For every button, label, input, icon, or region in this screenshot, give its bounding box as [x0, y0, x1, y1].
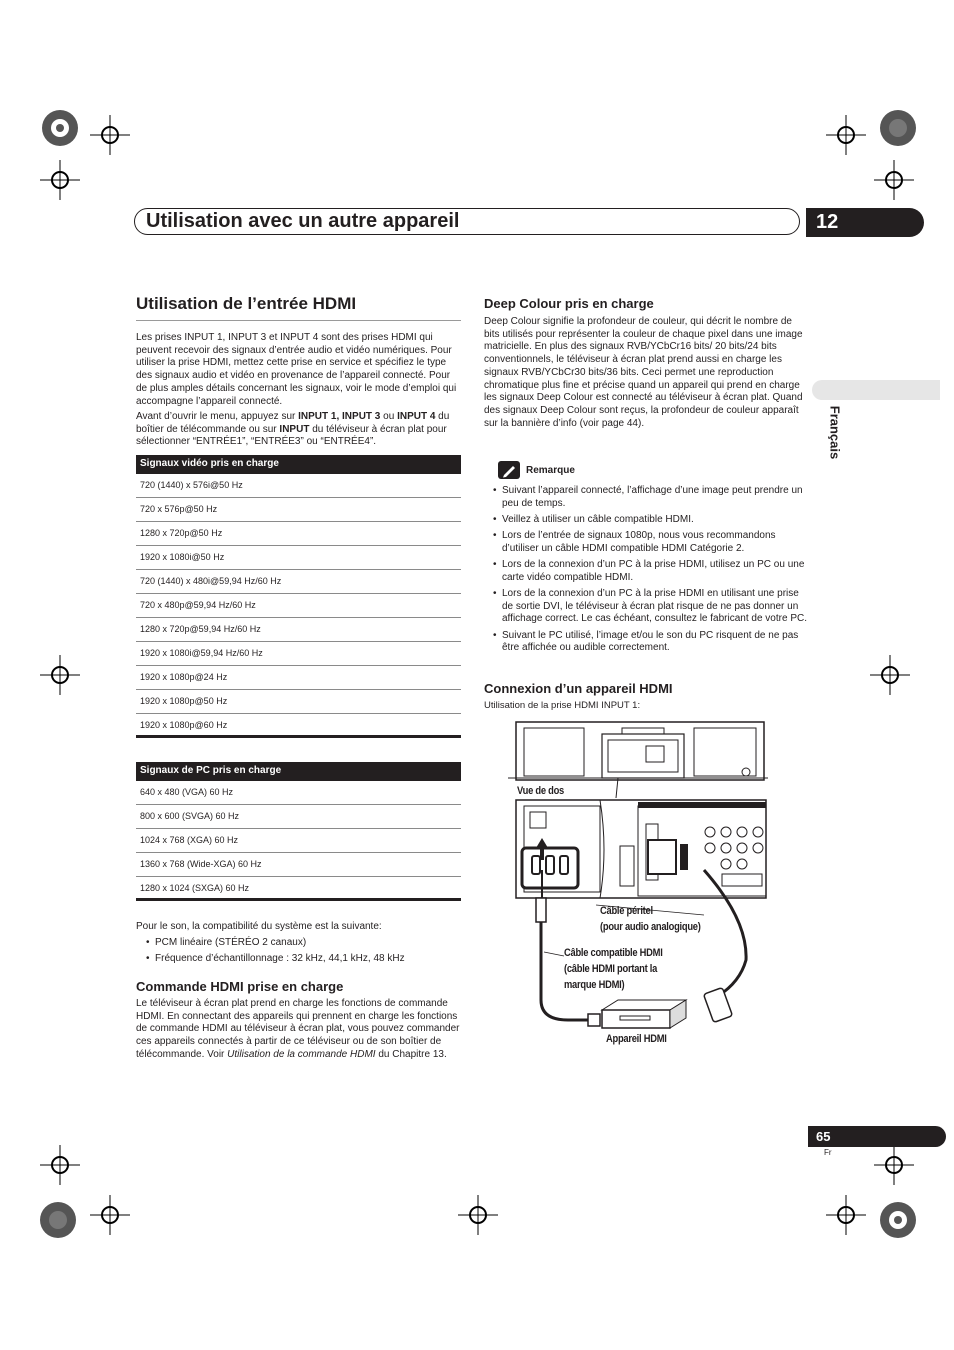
list-item: • Fréquence d’échantillonnage : 32 kHz, 44,1 kHz, 48 kHz	[146, 953, 461, 966]
hdmi-control-title: Commande HDMI prise en charge	[136, 979, 344, 994]
crosshair-icon	[40, 655, 80, 695]
note-label: Remarque	[526, 465, 575, 476]
crosshair-icon	[90, 1195, 130, 1235]
crosshair-icon	[870, 655, 910, 695]
hdmi-cable-label: Câble compatible HDMI	[564, 947, 663, 959]
list-item: • Suivant le PC utilisé, l’image et/ou le son du PC risquent de ne pas être affichée ou audible correctement.	[493, 630, 809, 655]
language-label: Français	[827, 405, 843, 460]
hdmi-connection-diagram	[508, 720, 768, 1060]
chapter-number: 12	[806, 208, 924, 237]
list-item: • Veillez à utiliser un câble compatible HDMI.	[493, 514, 809, 527]
registration-mark-icon	[40, 108, 80, 148]
scart-cable-label: (pour audio analogique)	[600, 921, 701, 933]
list-item: • Suivant l’appareil connecté, l’affichage d’une image peut prendre un peu de temps.	[493, 485, 809, 510]
table-row: 720 x 480p@59,94 Hz/60 Hz	[136, 594, 461, 618]
table-row: 1360 x 768 (Wide-XGA) 60 Hz	[136, 853, 461, 877]
crosshair-icon	[40, 160, 80, 200]
registration-mark-icon	[878, 108, 918, 148]
list-item: • Lors de la connexion d’un PC à la prise HDMI en utilisant une prise de sortie DVI, le téléviseur à écran plat risque de ne pas donner un affichage correct. Le cas échéant, consultez le fabricant de votre PC.	[493, 588, 809, 626]
table-row: 720 (1440) x 576i@50 Hz	[136, 474, 461, 498]
table-row: 1920 x 1080p@60 Hz	[136, 714, 461, 738]
page-language: Fr	[824, 1148, 832, 1157]
crosshair-icon	[458, 1195, 498, 1235]
crosshair-icon	[90, 115, 130, 155]
table-header: Signaux vidéo pris en charge	[136, 455, 461, 474]
intro-paragraph: Les prises INPUT 1, INPUT 3 et INPUT 4 sont des prises HDMI qui peuvent recevoir des signaux d’entrée audio et vidéo numériques. Pour utiliser la prise HDMI, mettez cette prise en service et spécifiez le type des signaux audio et vidéo en provenance de l’appareil connecté. Pour de plus amples détails concernant les signaux, voir le mode d’emploi qui accompagne l’appareil connecté.	[136, 332, 457, 407]
menu-paragraph: Avant d’ouvrir le menu, appuyez sur INPUT 1, INPUT 3 ou INPUT 4 du boîtier de télécommande ou sur INPUT du téléviseur à écran plat pour sélectionner “ENTRÉE1”, “ENTRÉE3” ou “ENTRÉE4”.	[136, 411, 450, 448]
table-row: 720 x 576p@50 Hz	[136, 498, 461, 522]
table-row: 720 (1440) x 480i@59,94 Hz/60 Hz	[136, 570, 461, 594]
crosshair-icon	[874, 1145, 914, 1185]
section-title: Utilisation de l’entrée HDMI	[136, 294, 357, 313]
hdmi-control-paragraph: Le téléviseur à écran plat prend en charge les fonctions de commande HDMI. En connectant des appareils qui prennent en charge les fonctions de commande HDMI au téléviseur à écran plat, vous pouvez commander ces appareils connectés à partir de ce téléviseur ou de son boîtier de télécommande. Voir Utilisation de la commande HDMI du Chapitre 13.	[136, 998, 460, 1060]
table-row: 1920 x 1080p@50 Hz	[136, 690, 461, 714]
video-signals-table	[136, 455, 461, 738]
chapter-title: Utilisation avec un autre appareil	[146, 210, 460, 232]
hdmi-cable-label: marque HDMI)	[564, 979, 625, 991]
connect-caption: Utilisation de la prise HDMI INPUT 1:	[484, 700, 641, 711]
table-row: 1280 x 720p@59,94 Hz/60 Hz	[136, 618, 461, 642]
rear-view-label: Vue de dos	[517, 785, 564, 797]
crosshair-icon	[826, 115, 866, 155]
hdmi-device-label: Appareil HDMI	[606, 1033, 667, 1045]
connect-title: Connexion d’un appareil HDMI	[484, 681, 673, 696]
table-row: 1280 x 1024 (SXGA) 60 Hz	[136, 877, 461, 901]
language-tab	[812, 380, 940, 400]
table-row: 1920 x 1080p@24 Hz	[136, 666, 461, 690]
deep-colour-title: Deep Colour pris en charge	[484, 296, 654, 311]
sound-list	[146, 937, 461, 969]
registration-mark-icon	[38, 1200, 78, 1240]
crosshair-icon	[40, 1145, 80, 1185]
section-divider	[136, 320, 461, 321]
list-item: • Lors de l’entrée de signaux 1080p, nous vous recommandons d’utiliser un câble HDMI compatible HDMI Catégorie 2.	[493, 530, 809, 555]
scart-cable-label: Câble péritel	[600, 905, 653, 917]
crosshair-icon	[826, 1195, 866, 1235]
sound-intro: Pour le son, la compatibilité du système est la suivante:	[136, 921, 382, 932]
table-row: 640 x 480 (VGA) 60 Hz	[136, 781, 461, 805]
table-row: 1280 x 720p@50 Hz	[136, 522, 461, 546]
page-number: 65	[808, 1126, 946, 1147]
hdmi-cable-label: (câble HDMI portant la	[564, 963, 658, 975]
list-item: • Lors de la connexion d’un PC à la prise HDMI, utilisez un PC ou une carte vidéo compatible HDMI.	[493, 559, 809, 584]
deep-colour-paragraph: Deep Colour signifie la profondeur de couleur, qui décrit le nombre de bits utilisés pour représenter la couleur de chaque pixel dans une image matricielle. En plus des signaux RVB/YCbCr16 bits/ 20 bits/24 bits conventionnels, le téléviseur à écran plat prend aussi en charge les signaux RVB/YCbCr30 bits/36 bits. Ceci permet une reproduction chromatique plus fine et précise quand un appareil qui prend en charge les signaux Deep Colour est connecté au téléviseur à écran plat. Quand des signaux Deep Colour sont reçus, la profondeur de couleur apparaît sur la bannière d’info (voir page 44).	[484, 316, 803, 429]
pc-signals-table	[136, 762, 461, 901]
table-header: Signaux de PC pris en charge	[136, 762, 461, 781]
notes-list	[493, 485, 809, 658]
note-pencil-icon	[498, 461, 520, 479]
list-item: • PCM linéaire (STÉRÉO 2 canaux)	[146, 937, 461, 950]
table-row: 800 x 600 (SVGA) 60 Hz	[136, 805, 461, 829]
table-row: 1024 x 768 (XGA) 60 Hz	[136, 829, 461, 853]
table-row: 1920 x 1080i@59,94 Hz/60 Hz	[136, 642, 461, 666]
registration-mark-icon	[878, 1200, 918, 1240]
crosshair-icon	[874, 160, 914, 200]
table-row: 1920 x 1080i@50 Hz	[136, 546, 461, 570]
